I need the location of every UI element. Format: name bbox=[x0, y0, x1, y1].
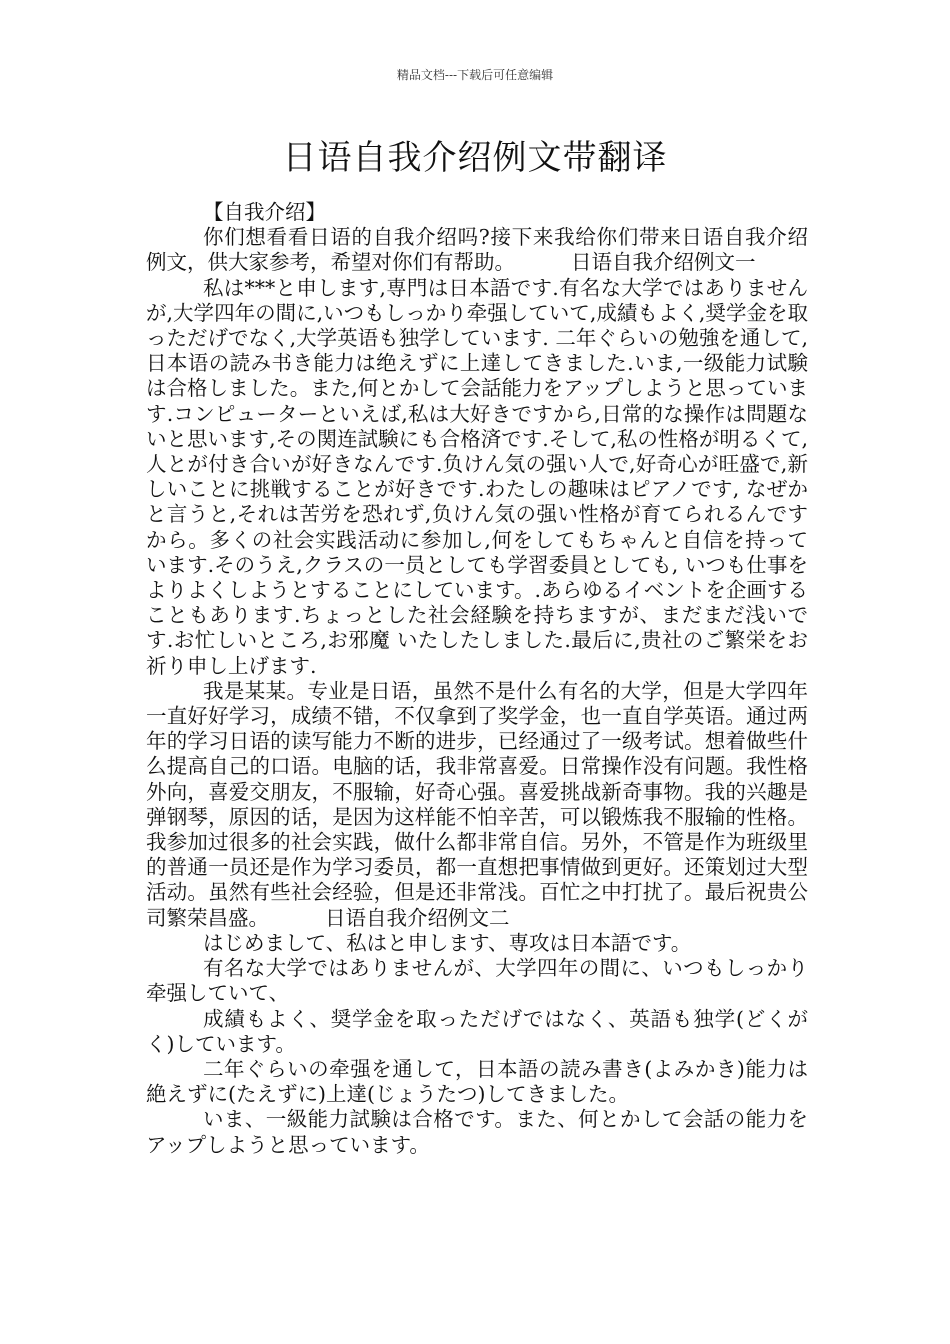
header-note: 精品文档---下载后可任意编辑 bbox=[396, 68, 554, 82]
example1-chinese-text: 我是某某。专业是日语，虽然不是什么有名的大学，但是大学四年一直好好学习，成绩不错，不仅拿到了奖学金，也一直自学英语。通过两年的学习日语的读写能力不断的进步，已经通过了一级考试。想着做些什么提高自己的口语。电脑的话，我非常喜爱。日常操作没有问题。我性格外向，喜爱交朋友，不服输，好奇心强。喜爱挑战新奇事物。我的兴趣是弹钢琴，原因的话，是因为这样能不怕辛苦，可以锻炼我不服输的性格。我参加过很多的社会实践，做什么都非常自信。另外，不管是作为班级里的普通一员还是作为学习委员，都一直想把事情做到更好。还策划过大型活动。虽然有些社会经验，但是还非常浅。百忙之中打扰了。最后祝贵公司繁荣昌盛。 bbox=[146, 678, 808, 930]
section-label: 【自我介绍】 bbox=[203, 200, 326, 224]
example2-line: 成績もよく、奨学金を取っただげではなく、英語も独学(どくがく)しています。 bbox=[146, 1006, 808, 1056]
example2-heading: 日语自我介绍例文二 bbox=[325, 905, 510, 930]
example1-heading: 日语自我介绍例文一 bbox=[571, 250, 756, 275]
example1-chinese-paragraph bbox=[146, 679, 808, 931]
example2-line: 二年ぐらいの牵强を通して，日本語の読み書き(よみかき)能力は絶えずに(たえずに)上達(じょうたつ)してきました。 bbox=[146, 1056, 808, 1107]
document-title: 日语自我介绍例文带翻译 bbox=[282, 138, 668, 178]
example1-japanese-paragraph: 私は***と申します,専門は日本語です.有名な大学ではありませんが,大学四年の間に,いつもしっかり牵强していて,成績もよく,奨学金を取っただげでなく,大学英语も独学しています. 二年ぐらいの勉強を通して, 日本语の読み书き能力は绝えずに上達してきました.いま,一级能力试験は合格しました。また,何とかして会話能力をアップしようと思っています.コンピューターといえば,私は大好きですから,日常的な操作は問題ないと思います,その関连試験にも合格済です.そして,私の性格が明るくて,人とが付き合いが好きなんです.负けん気の强い人で,好奇心が旺盛で,新しいことに挑戦することが好きです.わたしの趣味はピアノです, なぜかと言うと,それは苦労を恐れず,负けん気の强い性格が育てられるんですから。多くの社会实践活动に参加し,何をしてもちゃんと自信を持っています.そのうえ,クラスの一员としても学習委員としても, いつも仕事をよりよくしようとすることにしています。.あらゆるイベントを企画することもあります.ちょっとした社会経験を持ちますが、まだまだ浅いです.お忙しいところ,お邪魔 いたしたしました.最后に,贵社のご繁栄をお祈り申し上げます. bbox=[146, 275, 808, 678]
example2-line: いま、一級能力試験は合格です。また、何とかして会話の能力をアップしようと思っています。 bbox=[146, 1107, 808, 1157]
example2-line: はじめまして、私はと申します、専攻は日本語です。 bbox=[203, 930, 692, 955]
intro-text: 你们想看看日语的自我介绍吗?接下来我给你们带来日语自我介绍例文，供大家参考，希望对你们有帮助。 bbox=[146, 225, 808, 275]
document-body bbox=[146, 200, 808, 1158]
example2-line: 有名な大学ではありませんが、大学四年の間に、いつもしっかり牵强していて、 bbox=[146, 956, 808, 1006]
intro-paragraph bbox=[146, 225, 808, 275]
